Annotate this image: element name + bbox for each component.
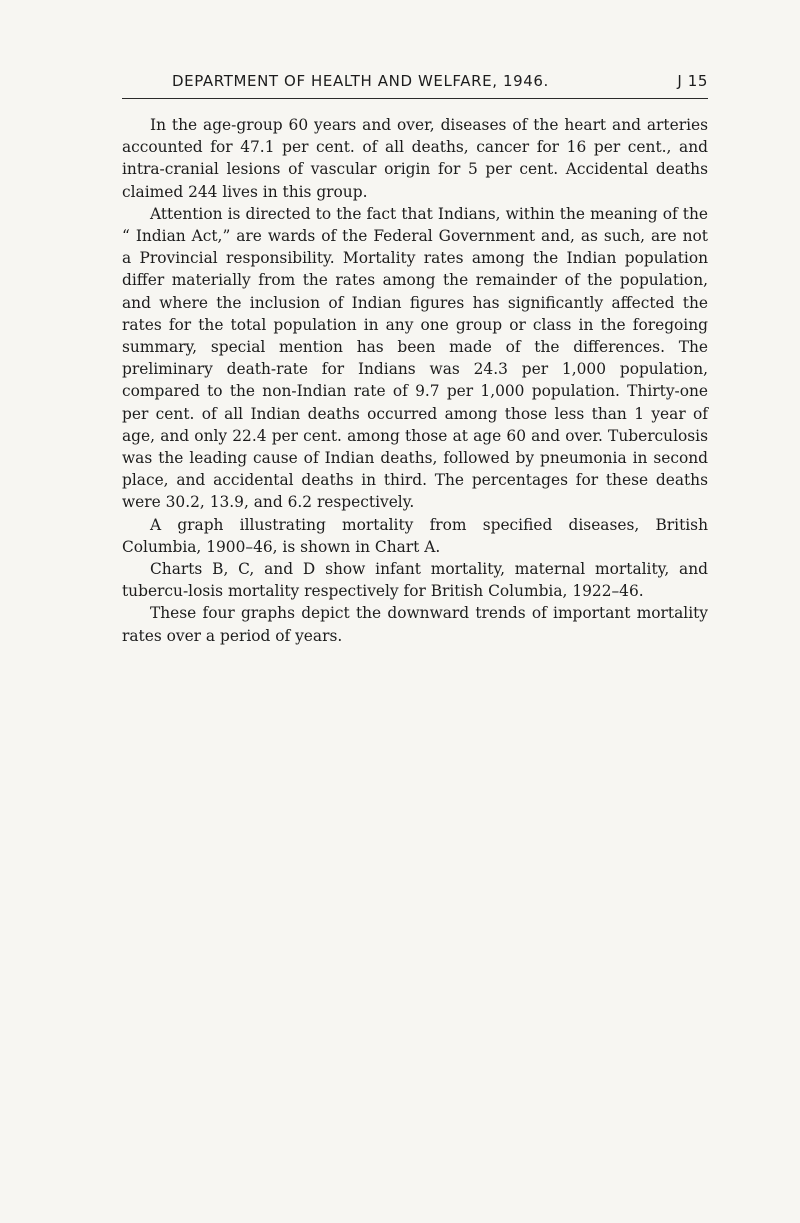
paragraph: A graph illustrating mortality from specified diseases, British Columbia, 1900–46, is shown in Chart A. bbox=[122, 515, 708, 556]
page-number: J 15 bbox=[677, 72, 708, 90]
header-title: DEPARTMENT OF HEALTH AND WELFARE, 1946. bbox=[172, 72, 549, 90]
document-page bbox=[122, 62, 708, 647]
running-header bbox=[122, 62, 708, 99]
paragraph: In the age-group 60 years and over, diseases of the heart and arteries accounted for 47.1 per cent. of all deaths, cancer for 16 per cent., and intra-cranial lesions of vascular origin for 5 per cent. Accidental deaths claimed 244 lives in this group. bbox=[122, 116, 708, 201]
paragraph: Charts B, C, and D show infant mortality, maternal mortality, and tubercu-losis mortality respectively for British Columbia, 1922–46. bbox=[122, 560, 708, 601]
paragraph: Attention is directed to the fact that Indians, within the meaning of the “ Indian Act,” are wards of the Federal Government and, as such, are not a Provincial responsibility. Mortality rates among the Indian population differ materially from the rates among the remainder of the population, and where the inclusion of Indian figures has significantly affected the rates for the total population in any one group or class in the foregoing summary, special mention has been made of the differences. The preliminary death-rate for Indians was 24.3 per 1,000 population, compared to the non-Indian rate of 9.7 per 1,000 population. Thirty-one per cent. of all Indian deaths occurred among those less than 1 year of age, and only 22.4 per cent. among those at age 60 and over. Tuberculosis was the leading cause of Indian deaths, followed by pneumonia in second place, and accidental deaths in third. The percentages for these deaths were 30.2, 13.9, and 6.2 respectively. bbox=[122, 204, 708, 512]
body-text bbox=[122, 114, 708, 647]
paragraph: These four graphs depict the downward trends of important mortality rates over a period of years. bbox=[122, 604, 708, 645]
